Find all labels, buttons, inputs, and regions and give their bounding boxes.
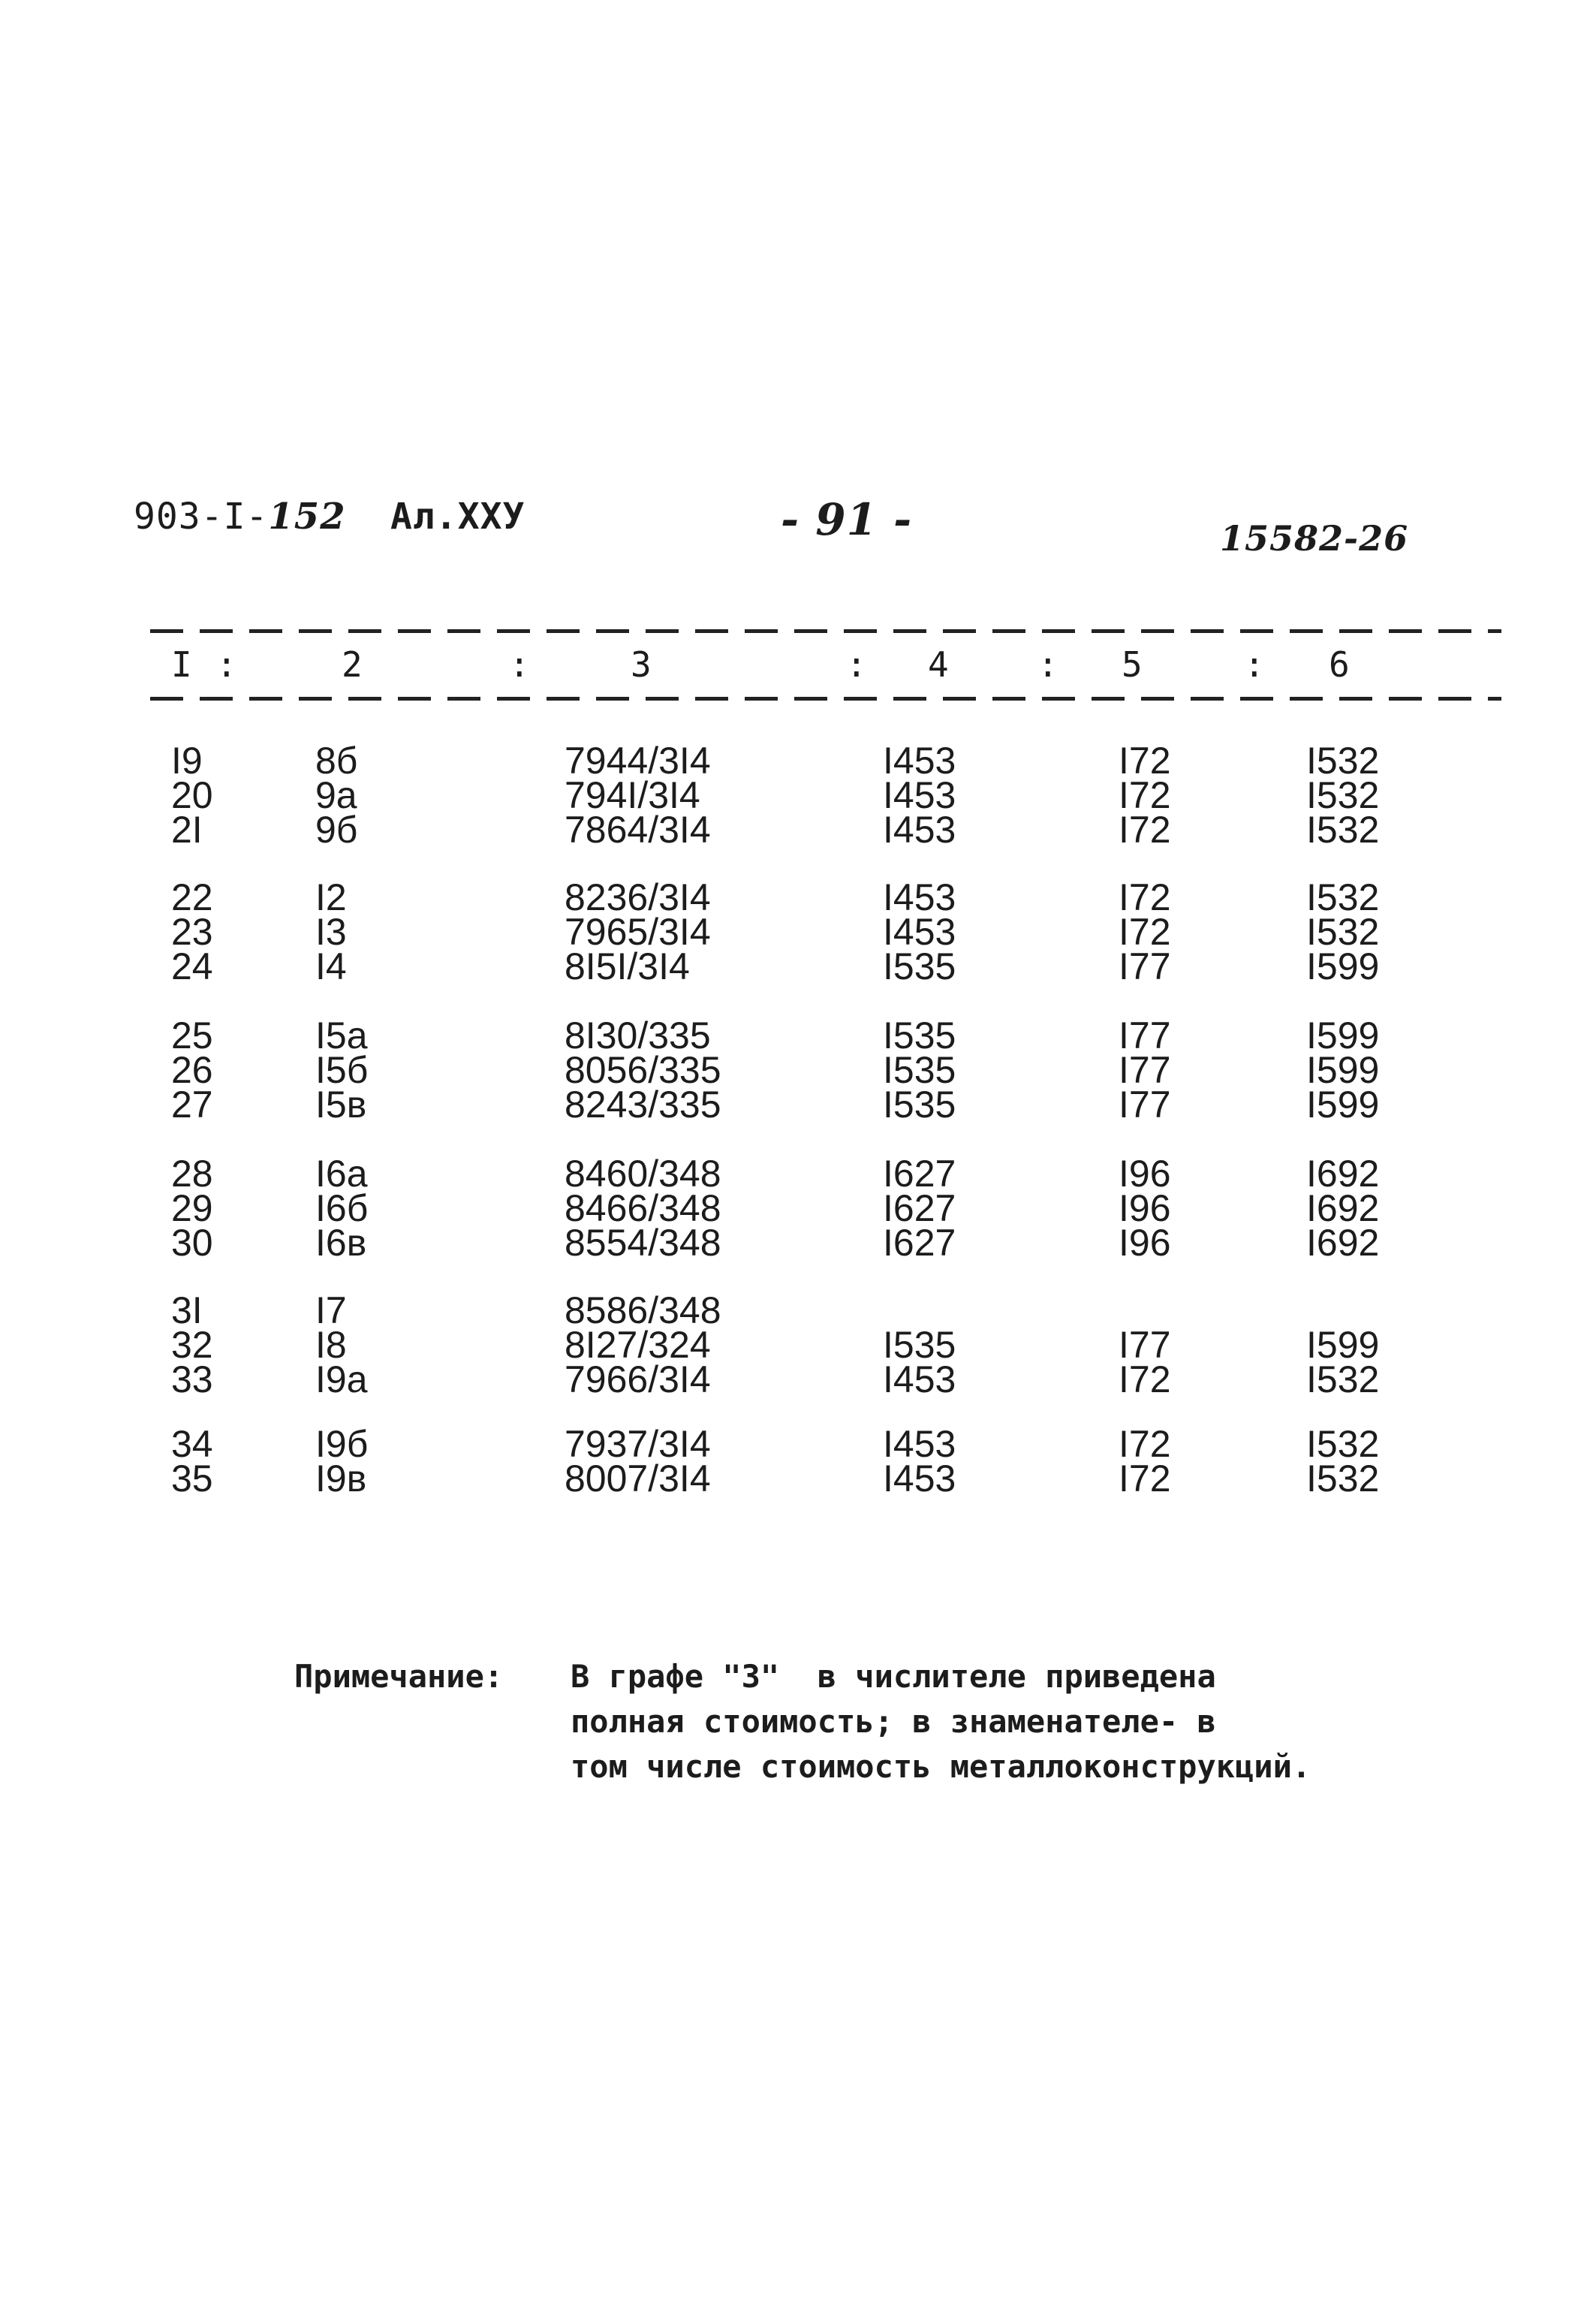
table-cell-col2: I6а: [315, 1153, 368, 1195]
column-separator: :: [509, 644, 530, 685]
table-cell-col2: I2: [315, 876, 347, 918]
table-cell-col3: 8243/335: [565, 1084, 721, 1126]
table-cell-col5: I77: [1119, 1084, 1171, 1126]
table-cell-col1: 3I: [171, 1289, 203, 1331]
table-top-rule: [150, 629, 1501, 633]
table-cell-col3: 8460/348: [565, 1153, 721, 1195]
table-cell-col5: I72: [1119, 1423, 1171, 1465]
table-cell-col3: 7966/3I4: [565, 1358, 711, 1400]
document-code-handwritten: 152: [268, 496, 346, 538]
table-cell-col1: 25: [171, 1014, 213, 1057]
document-code: [134, 496, 346, 538]
album-number: Ал.XXУ: [390, 496, 525, 538]
table-cell-col5: I77: [1119, 1049, 1171, 1091]
table-cell-col4: I535: [883, 1049, 956, 1091]
table-cell-col2: 9б: [315, 809, 358, 851]
table-cell-col2: I6б: [315, 1187, 369, 1229]
table-cell-col4: I535: [883, 1324, 956, 1366]
table-cell-col4: I453: [883, 1457, 956, 1500]
table-cell-col5: I96: [1119, 1222, 1171, 1264]
table-cell-col6: I532: [1306, 1423, 1380, 1465]
table-cell-col3: 8236/3I4: [565, 876, 711, 918]
document-code-typed: 903-I-: [134, 496, 269, 538]
archive-stamp: 15582-26: [1220, 518, 1409, 559]
table-cell-col6: I599: [1306, 1084, 1380, 1126]
table-cell-col2: I9а: [315, 1358, 368, 1400]
table-cell-col4: I453: [883, 911, 956, 953]
table-cell-col5: I77: [1119, 945, 1171, 987]
table-cell-col2: I5а: [315, 1014, 368, 1057]
table-cell-col3: 8I30/335: [565, 1014, 711, 1057]
table-cell-col2: 9а: [315, 774, 357, 816]
table-cell-col1: 32: [171, 1324, 213, 1366]
table-cell-col2: I8: [315, 1324, 347, 1366]
table-cell-col6: I532: [1306, 740, 1380, 782]
table-cell-col6: I692: [1306, 1153, 1380, 1195]
table-cell-col1: 27: [171, 1084, 213, 1126]
table-cell-col3: 8586/348: [565, 1289, 721, 1331]
table-cell-col3: 794I/3I4: [565, 774, 700, 816]
table-cell-col1: 28: [171, 1153, 213, 1195]
table-cell-col3: 8056/335: [565, 1049, 721, 1091]
table-cell-col4: I453: [883, 1423, 956, 1465]
table-cell-col3: 7965/3I4: [565, 911, 711, 953]
table-cell-col3: 7944/3I4: [565, 740, 711, 782]
table-cell-col4: I453: [883, 809, 956, 851]
table-cell-col5: I72: [1119, 774, 1171, 816]
table-cell-col4: I453: [883, 1358, 956, 1400]
table-cell-col1: 34: [171, 1423, 213, 1465]
table-cell-col1: 33: [171, 1358, 213, 1400]
table-cell-col4: I535: [883, 1014, 956, 1057]
table-cell-col3: 8I27/324: [565, 1324, 711, 1366]
table-cell-col5: I96: [1119, 1153, 1171, 1195]
table-cell-col1: 29: [171, 1187, 213, 1229]
table-cell-col1: 35: [171, 1457, 213, 1500]
table-cell-col6: I599: [1306, 1014, 1380, 1057]
table-cell-col4: I535: [883, 945, 956, 987]
column-separator: :: [1037, 644, 1058, 685]
table-cell-col4: I627: [883, 1222, 956, 1264]
table-cell-col1: 20: [171, 774, 213, 816]
table-cell-col5: I96: [1119, 1187, 1171, 1229]
table-cell-col5: I72: [1119, 740, 1171, 782]
page-number: - 91 -: [781, 494, 913, 545]
table-cell-col4: I627: [883, 1187, 956, 1229]
table-cell-col2: I4: [315, 945, 347, 987]
table-cell-col5: I72: [1119, 1457, 1171, 1500]
note-line-2: полная стоимость; в знаменателе- в: [571, 1703, 1216, 1740]
column-separator: :: [846, 644, 867, 685]
column-header-5: 5: [1122, 644, 1143, 685]
table-cell-col4: I453: [883, 876, 956, 918]
table-cell-col5: I72: [1119, 1358, 1171, 1400]
table-cell-col2: I5б: [315, 1049, 369, 1091]
table-cell-col6: I532: [1306, 1358, 1380, 1400]
table-cell-col4: I453: [883, 774, 956, 816]
table-cell-col3: 8554/348: [565, 1222, 721, 1264]
table-cell-col2: I3: [315, 911, 347, 953]
table-cell-col6: I599: [1306, 1049, 1380, 1091]
column-header-3: 3: [631, 644, 652, 685]
table-cell-col2: I5в: [315, 1084, 367, 1126]
table-cell-col6: I532: [1306, 774, 1380, 816]
table-cell-col5: I72: [1119, 911, 1171, 953]
column-separator: :: [216, 644, 237, 685]
column-header-2: 2: [342, 644, 363, 685]
table-cell-col3: 8007/3I4: [565, 1457, 711, 1500]
table-cell-col4: I627: [883, 1153, 956, 1195]
table-cell-col2: I9б: [315, 1423, 369, 1465]
table-cell-col5: I77: [1119, 1324, 1171, 1366]
table-cell-col4: I535: [883, 1084, 956, 1126]
column-header-1: I: [171, 644, 192, 685]
table-cell-col3: 7937/3I4: [565, 1423, 711, 1465]
table-cell-col1: 2I: [171, 809, 203, 851]
table-cell-col2: 8б: [315, 740, 358, 782]
column-header-4: 4: [928, 644, 949, 685]
table-cell-col6: I599: [1306, 945, 1380, 987]
table-header-rule: [150, 697, 1501, 701]
table-cell-col4: I453: [883, 740, 956, 782]
table-cell-col6: I692: [1306, 1187, 1380, 1229]
table-cell-col6: I532: [1306, 911, 1380, 953]
table-cell-col3: 8I5I/3I4: [565, 945, 690, 987]
note-label: Примечание:: [294, 1658, 504, 1695]
table-cell-col6: I532: [1306, 876, 1380, 918]
table-cell-col6: I692: [1306, 1222, 1380, 1264]
table-cell-col1: I9: [171, 740, 203, 782]
table-cell-col2: I6в: [315, 1222, 367, 1264]
table-cell-col1: 23: [171, 911, 213, 953]
table-cell-col1: 26: [171, 1049, 213, 1091]
table-cell-col5: I77: [1119, 1014, 1171, 1057]
note-line-1: В графе "3" в числителе приведена: [571, 1658, 1216, 1695]
table-cell-col1: 22: [171, 876, 213, 918]
table-cell-col5: I72: [1119, 809, 1171, 851]
note-line-3: том числе стоимость металлоконструкций.: [571, 1748, 1311, 1785]
column-separator: :: [1244, 644, 1265, 685]
table-cell-col6: I532: [1306, 809, 1380, 851]
table-cell-col6: I599: [1306, 1324, 1380, 1366]
table-cell-col2: I9в: [315, 1457, 367, 1500]
column-header-6: 6: [1329, 644, 1350, 685]
table-cell-col3: 8466/348: [565, 1187, 721, 1229]
table-cell-col2: I7: [315, 1289, 347, 1331]
table-cell-col5: I72: [1119, 876, 1171, 918]
table-cell-col3: 7864/3I4: [565, 809, 711, 851]
table-cell-col6: I532: [1306, 1457, 1380, 1500]
table-cell-col1: 24: [171, 945, 213, 987]
table-cell-col1: 30: [171, 1222, 213, 1264]
